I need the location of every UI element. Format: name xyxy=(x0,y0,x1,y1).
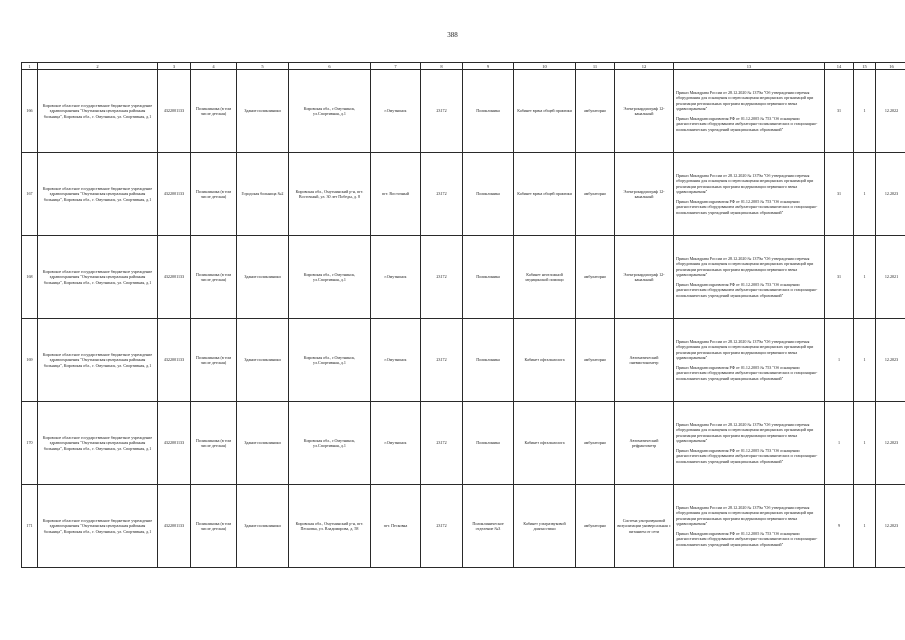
column-header: 6 xyxy=(289,63,371,70)
column-header: 2 xyxy=(38,63,158,70)
code-cell: 23172 xyxy=(421,319,463,402)
equipment-register-table xyxy=(21,62,905,568)
organization-cell: Кировское областное государственное бюджетное учреждение здравоохранения "Омутнинская центральная районная больница", Кировская обл., г. Омутнинск, ул. Спортивная, д.1 xyxy=(38,70,158,153)
legal-basis-cell xyxy=(674,485,825,568)
column-header: 3 xyxy=(158,63,191,70)
legal-basis-order-1379n: Приказ Минздрава России от 28.12.2020 № 1379н "Об утверждении перечня оборудования для оснащения и переоснащения медицинских организаций при реализации региональных программ модернизации первичного звена здравоохранения" xyxy=(676,90,814,111)
care-type-cell: амбулаторно xyxy=(576,70,615,153)
code-cell: 23172 xyxy=(421,236,463,319)
equipment-cell: Автоматический рефрактометр xyxy=(615,402,674,485)
column-header: 13 xyxy=(674,63,825,70)
cabinet-cell: Кабинет ультразвуковой диагностики xyxy=(514,485,576,568)
locality-cell: г.Омутнинск xyxy=(371,236,421,319)
table-row xyxy=(22,402,905,485)
count-cell: 1 xyxy=(854,485,876,568)
legal-basis-order-1379n: Приказ Минздрава России от 28.12.2020 № 1379н "Об утверждении перечня оборудования для оснащения и переоснащения медицинских организаций при реализации региональных программ модернизации первичного звена здравоохранения" xyxy=(676,173,814,194)
building-cell: Здание поликлиники xyxy=(237,402,289,485)
department-cell: Поликлиника (в том числе детская) xyxy=(191,236,237,319)
column-header: 15 xyxy=(854,63,876,70)
column-header: 14 xyxy=(825,63,854,70)
cabinet-cell: Кабинет офтальмолога xyxy=(514,319,576,402)
count-cell: 1 xyxy=(854,70,876,153)
building-cell: Здание поликлиники xyxy=(237,319,289,402)
equipment-cell: Электрокардиограф 12-канальный xyxy=(615,70,674,153)
cabinet-cell: Кабинет врача общей практики xyxy=(514,70,576,153)
column-header: 9 xyxy=(463,63,514,70)
building-cell: Здание поликлиники xyxy=(237,485,289,568)
legal-basis-order-753: Приказ Минздравсоцразвития РФ от 01.12.2005 № 753 "Об оснащении диагностическим оборудованием амбулаторно-поликлинических и стационарно-поликлинических учреждений муниципальных образований" xyxy=(676,448,818,464)
count-cell: 1 xyxy=(854,319,876,402)
code-cell: 23172 xyxy=(421,153,463,236)
legal-basis-order-753: Приказ Минздравсоцразвития РФ от 01.12.2005 № 753 "Об оснащении диагностическим оборудованием амбулаторно-поликлинических и стационарно-поликлинических учреждений муниципальных образований" xyxy=(676,199,818,215)
date-cell: 12.2023 xyxy=(876,153,905,236)
division-cell: Поликлиника xyxy=(463,153,514,236)
division-cell: Поликлиника xyxy=(463,70,514,153)
row-number-cell: 170 xyxy=(22,402,38,485)
date-cell: 12.2021 xyxy=(876,236,905,319)
count-cell: 1 xyxy=(854,402,876,485)
inn-cell: 4322001133 xyxy=(158,402,191,485)
column-header: 10 xyxy=(514,63,576,70)
care-type-cell: амбулаторно xyxy=(576,236,615,319)
column-header: 8 xyxy=(421,63,463,70)
locality-cell: г.Омутнинск xyxy=(371,402,421,485)
legal-basis-cell xyxy=(674,153,825,236)
address-cell: Кировская обл., г.Омутнинск, ул.Спортивная, д.1 xyxy=(289,402,371,485)
row-number-cell: 166 xyxy=(22,70,38,153)
column-header: 4 xyxy=(191,63,237,70)
address-cell: Кировская обл., г.Омутнинск, ул.Спортивная, д.1 xyxy=(289,70,371,153)
legal-basis-order-1379n: Приказ Минздрава России от 28.12.2020 № 1379н "Об утверждении перечня оборудования для оснащения и переоснащения медицинских организаций при реализации региональных программ модернизации первичного звена здравоохранения" xyxy=(676,422,814,443)
code-cell: 23172 xyxy=(421,402,463,485)
count-cell: 1 xyxy=(854,153,876,236)
quantity-cell: 9 xyxy=(825,485,854,568)
date-cell: 12.2023 xyxy=(876,402,905,485)
date-cell: 12.2023 xyxy=(876,319,905,402)
care-type-cell: амбулаторно xyxy=(576,319,615,402)
equipment-cell: Электрокардиограф 12-канальный xyxy=(615,236,674,319)
legal-basis-order-753: Приказ Минздравсоцразвития РФ от 01.12.2005 № 753 "Об оснащении диагностическим оборудованием амбулаторно-поликлинических и стационарно-поликлинических учреждений муниципальных образований" xyxy=(676,282,818,298)
date-cell: 12.2022 xyxy=(876,70,905,153)
inn-cell: 4322001133 xyxy=(158,70,191,153)
column-number-row xyxy=(22,63,905,70)
address-cell: Кировская обл., г.Омутнинск, ул.Спортивная, д.1 xyxy=(289,236,371,319)
legal-basis-order-753: Приказ Минздравсоцразвития РФ от 01.12.2005 № 753 "Об оснащении диагностическим оборудованием амбулаторно-поликлинических и стационарно-поликлинических учреждений муниципальных образований" xyxy=(676,365,818,381)
locality-cell: г.Омутнинск xyxy=(371,319,421,402)
legal-basis-order-753: Приказ Минздравсоцразвития РФ от 01.12.2005 № 753 "Об оснащении диагностическим оборудованием амбулаторно-поликлинических и стационарно-поликлинических учреждений муниципальных образований" xyxy=(676,116,818,132)
care-type-cell: амбулаторно xyxy=(576,402,615,485)
locality-cell: пгт. Восточный xyxy=(371,153,421,236)
department-cell: Поликлиника (в том числе детская) xyxy=(191,153,237,236)
department-cell: Поликлиника (в том числе детская) xyxy=(191,319,237,402)
row-number-cell: 171 xyxy=(22,485,38,568)
quantity-cell: 1 xyxy=(825,319,854,402)
legal-basis-order-1379n: Приказ Минздрава России от 28.12.2020 № 1379н "Об утверждении перечня оборудования для оснащения и переоснащения медицинских организаций при реализации региональных программ модернизации первичного звена здравоохранения" xyxy=(676,256,814,277)
organization-cell: Кировское областное государственное бюджетное учреждение здравоохранения "Омутнинская центральная районная больница", Кировская обл., г. Омутнинск, ул. Спортивная, д.1 xyxy=(38,485,158,568)
page-number: 388 xyxy=(447,31,458,39)
building-cell: Городская больница №2 xyxy=(237,153,289,236)
count-cell: 1 xyxy=(854,236,876,319)
row-number-cell: 167 xyxy=(22,153,38,236)
organization-cell: Кировское областное государственное бюджетное учреждение здравоохранения "Омутнинская центральная районная больница", Кировская обл., г. Омутнинск, ул. Спортивная, д.1 xyxy=(38,402,158,485)
column-header: 12 xyxy=(615,63,674,70)
division-cell: Поликлиника xyxy=(463,319,514,402)
inn-cell: 4322001133 xyxy=(158,319,191,402)
quantity-cell: 31 xyxy=(825,153,854,236)
legal-basis-order-1379n: Приказ Минздрава России от 28.12.2020 № 1379н "Об утверждении перечня оборудования для оснащения и переоснащения медицинских организаций при реализации региональных программ модернизации первичного звена здравоохранения" xyxy=(676,339,814,360)
organization-cell: Кировское областное государственное бюджетное учреждение здравоохранения "Омутнинская центральная районная больница", Кировская обл., г. Омутнинск, ул. Спортивная, д.1 xyxy=(38,153,158,236)
column-header: 16 xyxy=(876,63,905,70)
code-cell: 23172 xyxy=(421,70,463,153)
column-header: 7 xyxy=(371,63,421,70)
division-cell: Поликлиника xyxy=(463,236,514,319)
equipment-cell: Электрокардиограф 12-канальный xyxy=(615,153,674,236)
column-header: 5 xyxy=(237,63,289,70)
cabinet-cell: Кабинет неотложной медицинской помощи xyxy=(514,236,576,319)
legal-basis-order-753: Приказ Минздравсоцразвития РФ от 01.12.2005 № 753 "Об оснащении диагностическим оборудованием амбулаторно-поликлинических и стационарно-поликлинических учреждений муниципальных образований" xyxy=(676,531,818,547)
division-cell: Поликлиника xyxy=(463,402,514,485)
inn-cell: 4322001133 xyxy=(158,485,191,568)
legal-basis-order-1379n: Приказ Минздрава России от 28.12.2020 № 1379н "Об утверждении перечня оборудования для оснащения и переоснащения медицинских организаций при реализации региональных программ модернизации первичного звена здравоохранения" xyxy=(676,505,814,526)
locality-cell: г.Омутнинск xyxy=(371,70,421,153)
legal-basis-cell xyxy=(674,402,825,485)
inn-cell: 4322001133 xyxy=(158,236,191,319)
address-cell: Кировская обл., г.Омутнинск, ул.Спортивная, д.1 xyxy=(289,319,371,402)
quantity-cell: 1 xyxy=(825,402,854,485)
quantity-cell: 31 xyxy=(825,236,854,319)
department-cell: Поликлиника (в том числе детская) xyxy=(191,485,237,568)
column-header: 11 xyxy=(576,63,615,70)
care-type-cell: амбулаторно xyxy=(576,485,615,568)
legal-basis-cell xyxy=(674,70,825,153)
building-cell: Здание поликлиники xyxy=(237,70,289,153)
date-cell: 12.2023 xyxy=(876,485,905,568)
organization-cell: Кировское областное государственное бюджетное учреждение здравоохранения "Омутнинская центральная районная больница", Кировская обл., г. Омутнинск, ул. Спортивная, д.1 xyxy=(38,236,158,319)
address-cell: Кировская обл., Омутнинский р-н, пгт. Песковка, ул. Владимирова, д. 58 xyxy=(289,485,371,568)
code-cell: 23172 xyxy=(421,485,463,568)
care-type-cell: амбулаторно xyxy=(576,153,615,236)
legal-basis-cell xyxy=(674,236,825,319)
table-row xyxy=(22,485,905,568)
quantity-cell: 31 xyxy=(825,70,854,153)
table-row xyxy=(22,70,905,153)
cabinet-cell: Кабинет врача общей практики xyxy=(514,153,576,236)
equipment-cell: Автоматический пневмотонометр xyxy=(615,319,674,402)
table-row xyxy=(22,319,905,402)
equipment-cell: Система ультразвуковой визуализации универсальная с питанием от сети xyxy=(615,485,674,568)
locality-cell: пгт. Песковка xyxy=(371,485,421,568)
department-cell: Поликлиника (в том числе детская) xyxy=(191,402,237,485)
address-cell: Кировская обл., Омутнинский р-н, пгт. Восточный, ул. 30 лет Победы, д. 8 xyxy=(289,153,371,236)
department-cell: Поликлиника (в том числе детская) xyxy=(191,70,237,153)
row-number-cell: 168 xyxy=(22,236,38,319)
legal-basis-cell xyxy=(674,319,825,402)
cabinet-cell: Кабинет офтальмолога xyxy=(514,402,576,485)
organization-cell: Кировское областное государственное бюджетное учреждение здравоохранения "Омутнинская центральная районная больница", Кировская обл., г. Омутнинск, ул. Спортивная, д.1 xyxy=(38,319,158,402)
inn-cell: 4322001133 xyxy=(158,153,191,236)
building-cell: Здание поликлиники xyxy=(237,236,289,319)
division-cell: Поликлиническое отделение №3 xyxy=(463,485,514,568)
row-number-cell: 169 xyxy=(22,319,38,402)
table-row xyxy=(22,153,905,236)
table-row xyxy=(22,236,905,319)
column-header: 1 xyxy=(22,63,38,70)
